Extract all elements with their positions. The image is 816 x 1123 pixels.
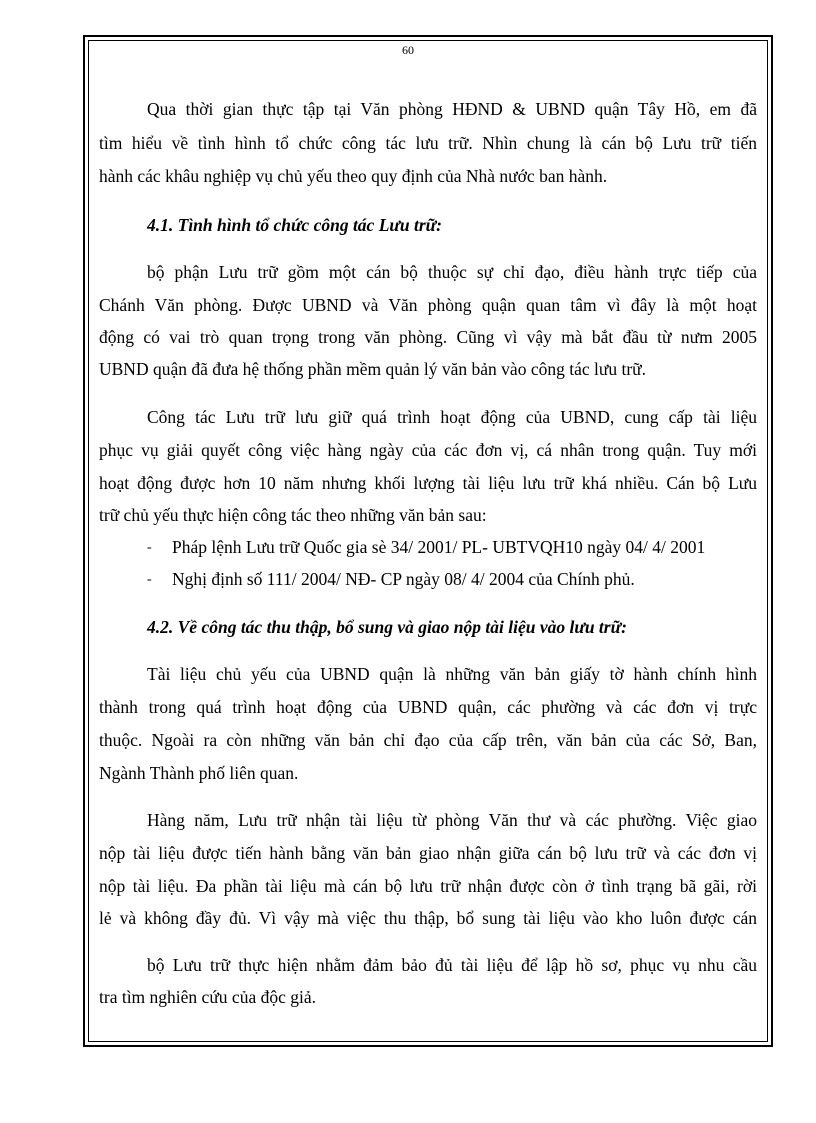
section-heading-4-1: 4.1. Tình hình tổ chức công tác Lưu trữ: [147,215,442,235]
bullet-item: Nghị định số 111/ 2004/ NĐ- CP ngày 08/ 4/ 2004 của Chính phủ. [172,569,635,589]
paragraph-line: Ngành Thành phố liên quan. [99,763,299,783]
paragraph-line: UBND quận đã đưa hệ thống phần mềm quản lý văn bản vào công tác lưu trữ. [99,359,647,379]
paragraph-line: Hàng năm, Lưu trữ nhận tài liệu từ phòng Văn thư và các phường. Việc giao [147,810,757,830]
paragraph-line: trữ chủ yếu thực hiện công tác theo những văn bản sau: [99,505,487,525]
paragraph-line: bộ Lưu trữ thực hiện nhằm đảm bảo đủ tài liệu để lập hồ sơ, phục vụ nhu cầu [147,955,757,975]
intro-line: Qua thời gian thực tập tại Văn phòng HĐND & UBND quận Tây Hồ, em đã [147,99,757,119]
paragraph-line: nộp tài liệu được tiến hành bằng văn bản giao nhận giữa cán bộ lưu trữ và các đơn vị [99,843,757,863]
page-number: 60 [402,43,414,57]
paragraph-line: Chánh Văn phòng. Được UBND và Văn phòng quận quan tâm vì đây là một hoạt [99,295,757,315]
paragraph-line: thành trong quá trình hoạt động của UBND quận, các phường và các đơn vị trực [99,697,757,717]
intro-line: tìm hiểu về tình hình tổ chức công tác lưu trữ. Nhìn chung là cán bộ Lưu trữ tiến [99,133,757,153]
paragraph-line: nộp tài liệu. Đa phần tài liệu mà cán bộ lưu trữ nhận được còn ở tình trạng bã gãi, rời [99,876,757,896]
paragraph-line: thuộc. Ngoài ra còn những văn bản chỉ đạo của cấp trên, văn bản của các Sở, Ban, [99,730,757,750]
intro-line: hành các khâu nghiệp vụ chủ yếu theo quy định của Nhà nước ban hành. [99,166,608,186]
section-heading-4-2: 4.2. Về công tác thu thập, bổ sung và giao nộp tài liệu vào lưu trữ: [147,617,627,637]
paragraph-line: lẻ và không đầy đủ. Vì vậy mà việc thu thập, bổ sung tài liệu vào kho luôn được cán [99,908,757,928]
paragraph-line: tra tìm nghiên cứu của độc giả. [99,987,316,1007]
bullet-dash: - [147,572,152,587]
paragraph-line: Công tác Lưu trữ lưu giữ quá trình hoạt động của UBND, cung cấp tài liệu [147,407,757,427]
bullet-dash: - [147,540,152,555]
paragraph-line: động có vai trò quan trọng trong văn phòng. Cũng vì vậy mà bắt đầu từ nưm 2005 [99,327,757,347]
paragraph-line: phục vụ giải quyết công việc hàng ngày của các đơn vị, cá nhân trong quận. Tuy mới [99,440,757,460]
paragraph-line: hoạt động được hơn 10 năm nhưng khối lượng tài liệu lưu trữ khá nhiều. Cán bộ Lưu [99,473,757,493]
paragraph-line: bộ phận Lưu trữ gồm một cán bộ thuộc sự chỉ đạo, điều hành trực tiếp của [147,262,757,282]
bullet-item: Pháp lệnh Lưu trữ Quốc gia sè 34/ 2001/ PL- UBTVQH10 ngày 04/ 4/ 2001 [172,537,706,557]
paragraph-line: Tài liệu chủ yếu của UBND quận là những văn bản giấy tờ hành chính hình [147,664,757,684]
